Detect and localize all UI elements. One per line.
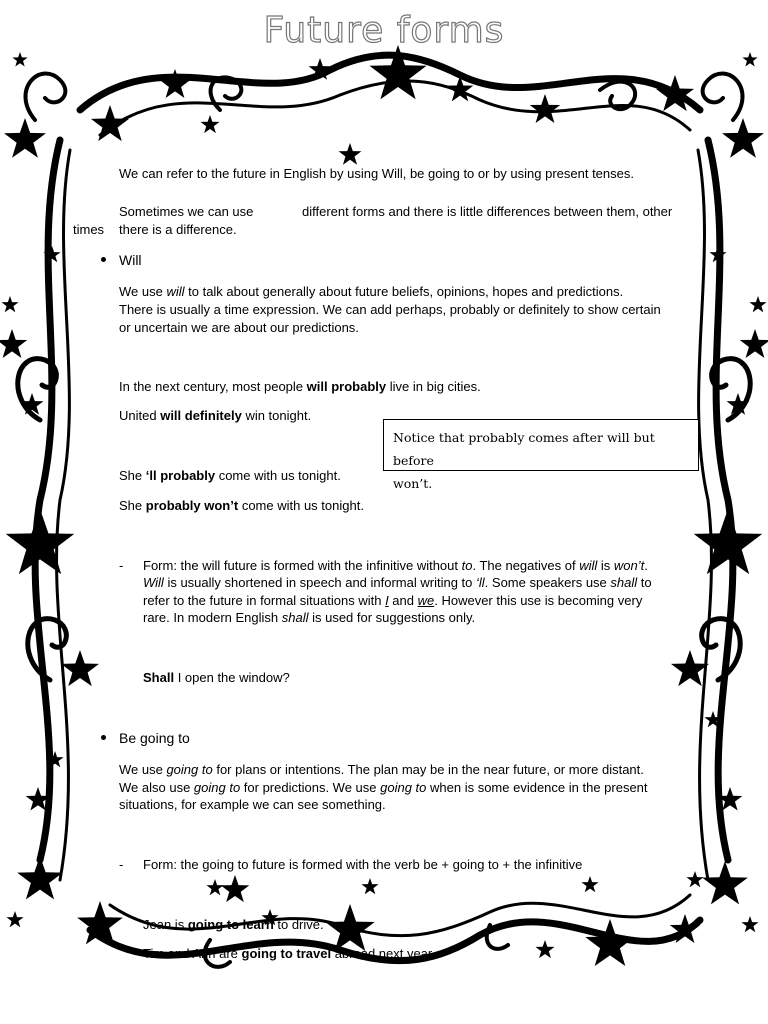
- going-paragraph-line-3: situations, for example we can see something.: [119, 797, 386, 812]
- going-paragraph-line-2: We also use going to for predictions. We use going to when is some evidence in the present: [119, 780, 648, 795]
- bullet-going-to: [101, 735, 106, 740]
- star-icon: [0, 45, 768, 966]
- form-dash: -: [119, 558, 124, 573]
- will-example-2: United will definitely win tonight.: [119, 408, 312, 423]
- intro-line-2b: different forms and there is little differences between them, other: [302, 204, 673, 219]
- will-example-4: She probably won’t come with us tonight.: [119, 498, 364, 513]
- bullet-will: [101, 257, 106, 262]
- page-title: Future forms: [263, 10, 505, 51]
- will-paragraph-line-2: There is usually a time expression. We can add perhaps, probably or definitely to show certain: [119, 302, 661, 317]
- will-paragraph-line-1: We use will to talk about generally about future beliefs, opinions, hopes and predictions.: [119, 284, 624, 299]
- going-paragraph-line-1: We use going to for plans or intentions. The plan may be in the near future, or more distant.: [119, 762, 644, 777]
- will-form-line-4: rare. In modern English shall is used for suggestions only.: [143, 610, 476, 625]
- going-form-line: Form: the going to future is formed with the verb be + going to + the infinitive: [143, 857, 583, 872]
- intro-line-3b: there is a difference.: [119, 222, 237, 237]
- going-form-dash: -: [119, 857, 124, 872]
- will-example-1: In the next century, most people will probably live in big cities.: [119, 379, 481, 394]
- heading-will: Will: [119, 252, 142, 268]
- notice-line-1: Notice that probably comes after will but before: [393, 430, 655, 468]
- heading-going-to: Be going to: [119, 730, 190, 746]
- notice-box: [383, 419, 699, 491]
- intro-line-3a: times: [73, 222, 105, 237]
- will-example-3: She ‘ll probably come with us tonight.: [119, 468, 341, 483]
- will-form-line-3: refer to the future in formal situations with I and we. However this use is becoming very: [143, 593, 643, 608]
- notice-line-2: won’t.: [393, 476, 433, 491]
- intro-line-2a: Sometimes we can use: [119, 204, 254, 219]
- will-form-line-2: Will is usually shortened in speech and informal writing to ‘ll. Some speakers use shall to: [143, 575, 652, 590]
- shall-example: Shall I open the window?: [143, 670, 290, 685]
- intro-line-1: We can refer to the future in English by using Will, be going to or by using present tenses.: [119, 166, 634, 181]
- will-form-line-1: Form: the will future is formed with the infinitive without to. The negatives of will is won’t.: [143, 558, 648, 573]
- going-example-1: Jean is going to learn to drive.: [143, 917, 324, 932]
- going-example-2: Tim and Ann are going to travel abroad next year.: [143, 946, 436, 961]
- will-paragraph-line-3: or uncertain we are about our predictions.: [119, 320, 359, 335]
